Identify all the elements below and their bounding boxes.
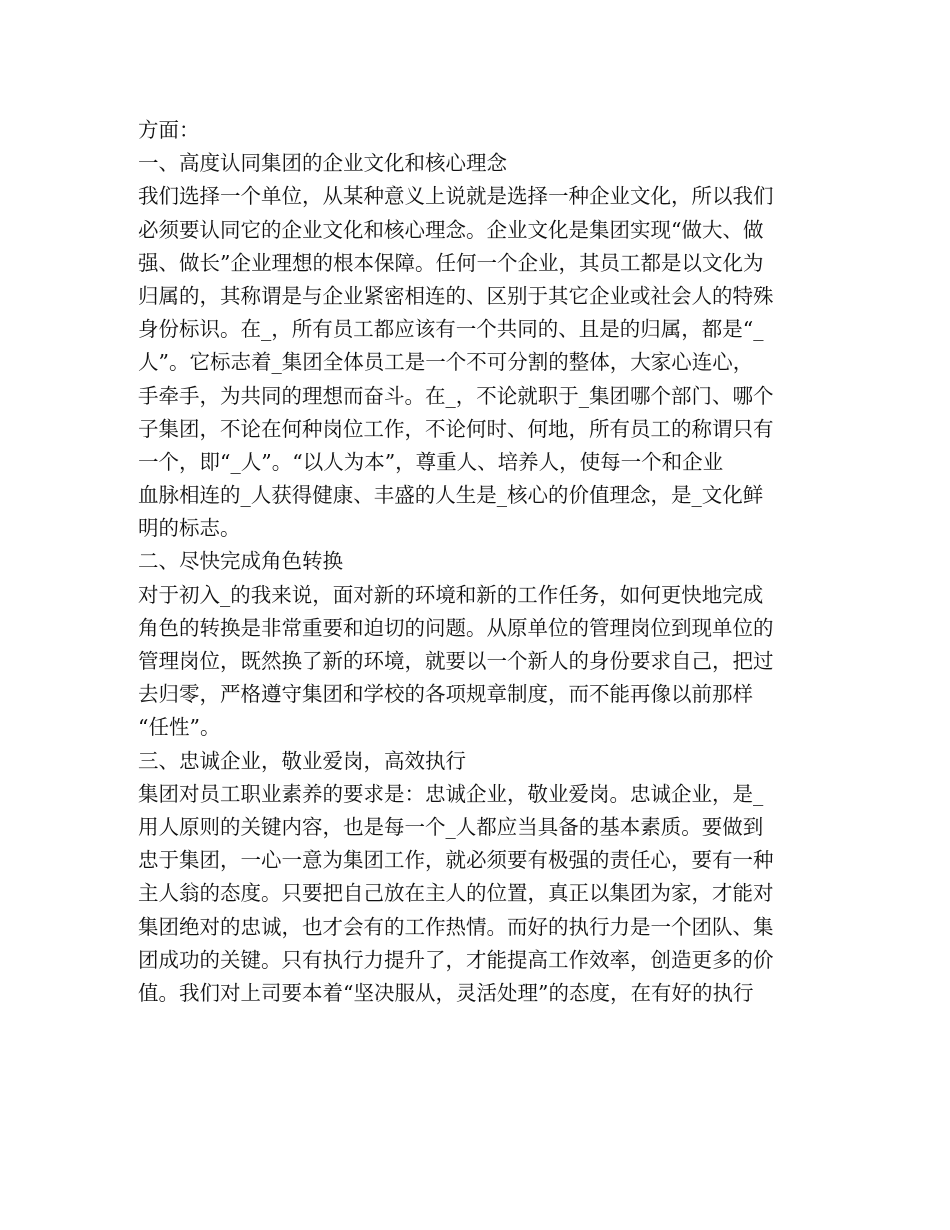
text-line: 方面：: [138, 118, 200, 142]
text-line: 值。我们对上司要本着“坚决服从，灵活处理”的态度，在有好的执行: [138, 980, 754, 1005]
text-line: 忠于集团，一心一意为集团工作，就必须要有极强的责任心，要有一种: [138, 848, 774, 873]
section-heading: 三、忠诚企业，敬业爱岗，高效执行: [138, 748, 466, 773]
text-line: 身份标识。在_，所有员工都应该有一个共同的、且是的归属，都是“_: [138, 317, 764, 342]
text-line: 强、做长”企业理想的根本保障。任何一个企业，其员工都是以文化为: [138, 250, 764, 275]
text-line: 我们选择一个单位，从某种意义上说就是选择一种企业文化，所以我们: [138, 184, 774, 209]
text-line: 团成功的关键。只有执行力提升了，才能提高工作效率，创造更多的价: [138, 947, 774, 972]
text-line: “任性”。: [138, 715, 221, 740]
section-heading: 二、尽快完成角色转换: [138, 549, 343, 574]
text-line: 角色的转换是非常重要和迫切的问题。从原单位的管理岗位到现单位的: [138, 615, 774, 640]
text-line: 血脉相连的_人获得健康、丰盛的人生是_核心的价值理念，是_文化鲜: [138, 483, 764, 508]
text-line: 集团绝对的忠诚，也才会有的工作热情。而好的执行力是一个团队、集: [138, 914, 774, 939]
text-line: 管理岗位，既然换了新的环境，就要以一个新人的身份要求自己，把过: [138, 649, 774, 673]
text-line: 一个，即“_人”。“以人为本”，尊重人、培养人，使每一个和企业: [138, 449, 724, 474]
text-line: 子集团，不论在何种岗位工作，不论何时、何地，所有员工的称谓只有: [138, 416, 774, 441]
section-heading: 一、高度认同集团的企业文化和核心理念: [138, 151, 507, 176]
text-line: 必须要认同它的企业文化和核心理念。企业文化是集团实现“做大、做: [138, 217, 764, 242]
text-line: 手牵手，为共同的理想而奋斗。在_，不论就职于_集团哪个部门、哪个: [138, 383, 774, 408]
text-line: 归属的，其称谓是与企业紧密相连的、区别于其它企业或社会人的特殊: [138, 283, 774, 308]
document-body: [138, 114, 818, 1010]
text-line: 主人翁的态度。只要把自己放在主人的位置，真正以集团为家，才能对: [138, 881, 774, 906]
text-line: 明的标志。: [138, 516, 241, 541]
text-line: 用人原则的关键内容，也是每一个_人都应当具备的基本素质。要做到: [138, 814, 764, 839]
text-line: 去归零，严格遵守集团和学校的各项规章制度，而不能再像以前那样: [138, 682, 753, 707]
text-line: 人”。它标志着_集团全体员工是一个不可分割的整体，大家心连心，: [138, 350, 754, 375]
text-line: 集团对员工职业素养的要求是：忠诚企业，敬业爱岗。忠诚企业，是_: [138, 781, 764, 806]
text-line: 对于初入_的我来说，面对新的环境和新的工作任务，如何更快地完成: [138, 582, 764, 607]
